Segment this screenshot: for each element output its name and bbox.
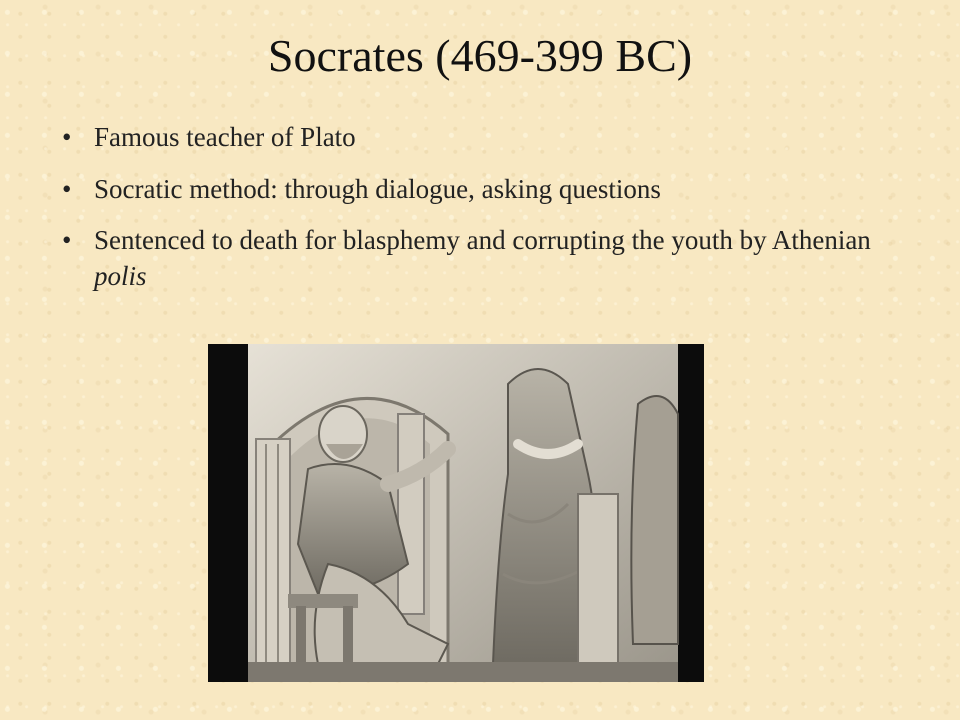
bullet-text: Sentenced to death for blasphemy and corrupting the youth by Athenian (94, 225, 871, 256)
relief-column (256, 439, 290, 682)
partial-figure (631, 396, 678, 644)
bullet-item (62, 120, 882, 156)
bullet-item (62, 172, 882, 208)
bullet-item (62, 223, 882, 294)
bullet-text-italic: polis (94, 260, 147, 291)
bullet-dot: • (62, 225, 72, 256)
bullet-text: Famous teacher of Plato (94, 122, 356, 152)
bullet-text: Socratic method: through dialogue, asking questions (94, 173, 661, 204)
socrates-relief-image (208, 344, 704, 682)
relief-sculpture-illustration (208, 344, 704, 682)
slide-title: Socrates (469-399 BC) (267, 30, 693, 81)
bullet-list (62, 120, 882, 311)
bullet-dot: • (62, 173, 72, 204)
bullet-dot: • (62, 122, 72, 152)
